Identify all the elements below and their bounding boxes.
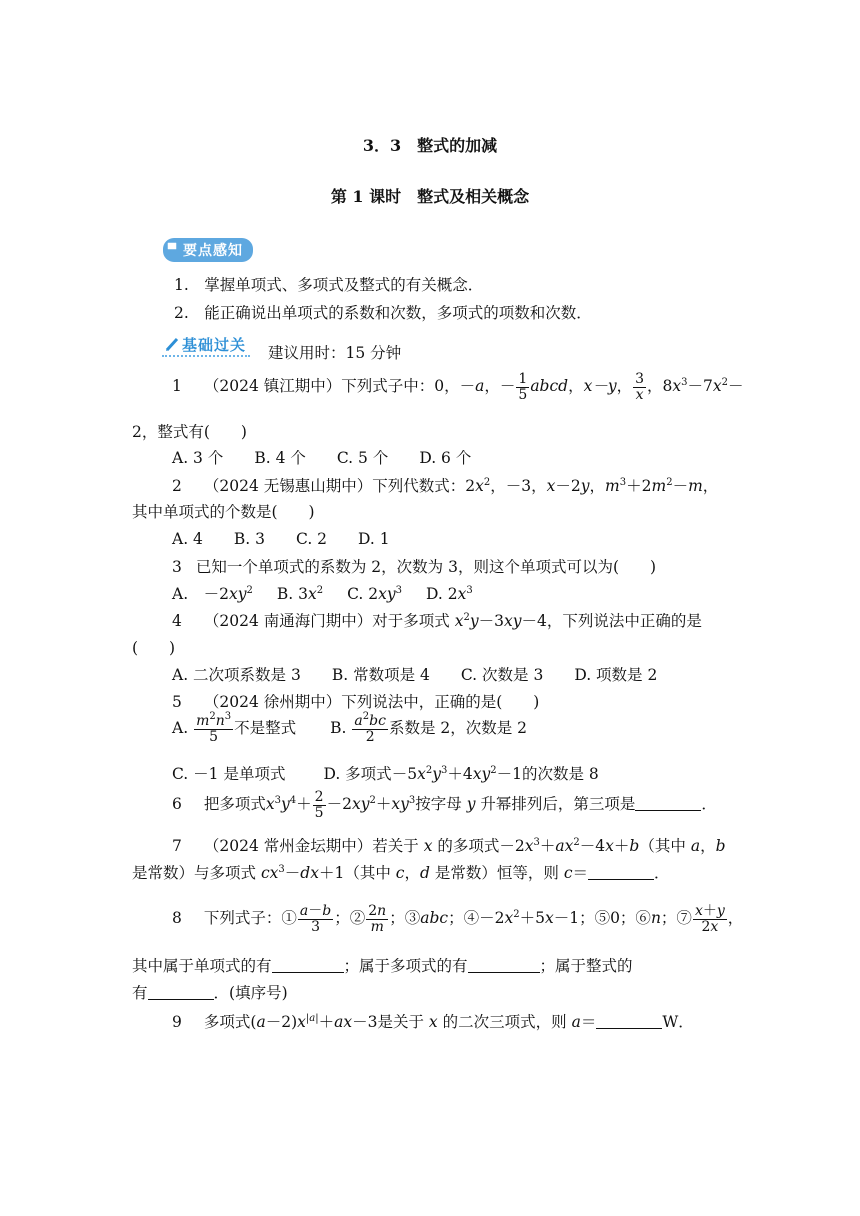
- question-1: 1 （2024 镇江期中）下列式子中：0，－a，－ $\frac{1}{5}$ abcd，x－y， $\frac{3}{x}$ ，$8x^3-7x^2-$: [172, 371, 744, 403]
- question-2-cont: 其中单项式的个数是( ): [132, 503, 315, 521]
- question-number: 1: [172, 377, 182, 396]
- question-8-cont: 其中属于单项式的有 ；属于多项式的有 ；属于整式的: [132, 957, 633, 975]
- question-2-options: A. 4 B. 3 C. 2 D. 1: [172, 530, 390, 548]
- question-5-options-ab: A. $\frac{m^2n^3}{5}$ 不是整式 B. $\frac{a^2bc}{2}$ 系数是 2，次数是 2: [172, 711, 528, 745]
- lesson-title: 第 1 课时 整式及相关概念: [330, 187, 530, 206]
- question-source: （2024 镇江期中）: [203, 377, 342, 396]
- fraction: $\frac{3}{x}$: [635, 371, 645, 403]
- question-4-cont: ( ): [132, 639, 176, 657]
- question-3: 3 已知一个单项式的系数为 2，次数为 3，则这个单项式可以为( ): [172, 558, 657, 576]
- fraction: $\frac{x+y}{2x}$: [694, 903, 725, 935]
- fraction: $\frac{1}{5}$: [518, 371, 528, 403]
- question-5: 5 （2024 徐州期中）下列说法中，正确的是( ): [172, 693, 540, 711]
- fraction: $\frac{a^2bc}{2}$: [354, 711, 386, 745]
- key-point-2: 2. 能正确说出单项式的系数和次数，多项式的项数和次数．: [174, 304, 592, 322]
- question-1-cont: 2，整式有( ): [132, 423, 247, 441]
- fraction: $\frac{m^2n^3}{5}$: [196, 711, 232, 745]
- time-hint: 建议用时：15 分钟: [268, 344, 402, 362]
- key-points-label: 要点感知: [163, 238, 253, 262]
- basics-label: 基础过关: [162, 334, 250, 357]
- question-2: 2 （2024 无锡惠山期中）下列代数式：$2x^2$，－3，x－2y，$m^3+2m^2-m$，: [172, 477, 719, 495]
- question-7: 7 （2024 常州金坛期中）若关于 x 的多项式$-2x^3+ax^2-4x+b$（其中 a，b: [172, 837, 726, 855]
- key-point-1: 1. 掌握单项式、多项式及整式的有关概念．: [174, 276, 484, 294]
- pushpin-icon: [165, 241, 181, 257]
- question-4-options: A. 二次项系数是 3 B. 常数项是 4 C. 次数是 3 D. 项数是 2: [172, 666, 658, 684]
- question-9: 9 多项式$(a-2)x^{|a|}+ax-3$是关于 x 的二次三项式，则 a＝ W．: [172, 1013, 694, 1031]
- fraction: $\frac{2}{5}$: [314, 789, 324, 821]
- answer-blank[interactable]: [468, 958, 540, 973]
- question-6: 6 把多项式$x^3y^4+$ $\frac{2}{5}$ $-2xy^2+xy^3$按字母 y 升幂排列后，第三项是 ．: [172, 789, 717, 821]
- basics-badge: [162, 334, 250, 357]
- question-7-cont: 是常数）与多项式 $cx^3-dx+1$（其中 c，d 是常数）恒等，则 c＝ ．: [132, 864, 670, 882]
- question-5-options-cd: C. －1 是单项式 D. 多项式$-5x^2y^3+4xy^2-1$的次数是 8: [172, 765, 599, 783]
- section-title: 3．3 整式的加减: [362, 136, 498, 155]
- question-3-options: A. $-2xy^2$ B. $3x^2$ C. $2xy^3$ D. $2x^3$: [172, 585, 473, 603]
- fraction: $\frac{a-b}{3}$: [299, 903, 332, 935]
- question-1-options: A. 3 个 B. 4 个 C. 5 个 D. 6 个: [172, 449, 472, 467]
- answer-blank[interactable]: [596, 1014, 662, 1029]
- question-8-cont2: 有 ．(填序号): [132, 984, 288, 1002]
- answer-blank[interactable]: [588, 865, 654, 880]
- answer-blank[interactable]: [148, 985, 214, 1000]
- question-4: 4 （2024 南通海门期中）对于多项式 $x^2y-3xy-4$，下列说法中正确的是: [172, 612, 702, 630]
- answer-blank[interactable]: [635, 796, 701, 811]
- answer-blank[interactable]: [272, 958, 344, 973]
- pencil-icon: [164, 336, 180, 352]
- question-8: 8 下列式子：① $\frac{a-b}{3}$ ；② $\frac{2n}{m}$ ；③abc；$④-2x^2+5x-1$；⑤0；⑥n；⑦ $\frac{x+y}{2x}$ ，: [172, 903, 744, 935]
- fraction: $\frac{2n}{m}$: [368, 903, 387, 935]
- key-points-badge: [163, 238, 253, 262]
